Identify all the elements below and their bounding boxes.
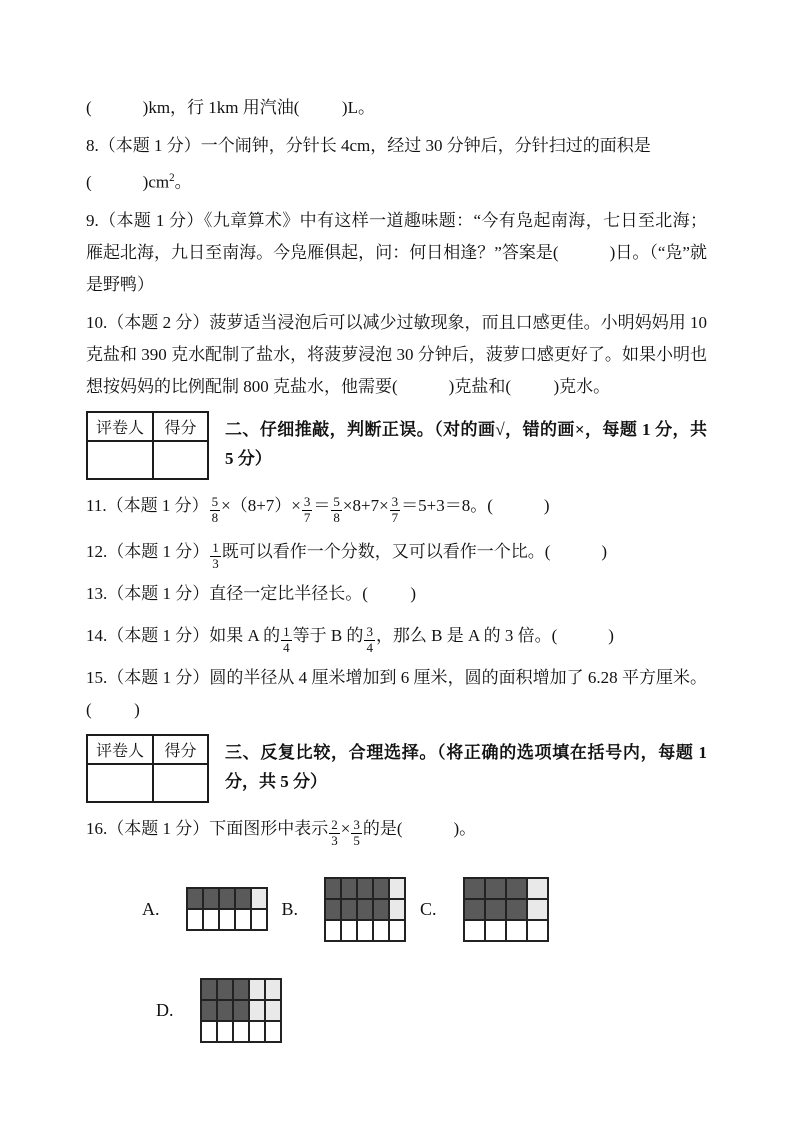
question-9: 9.（本题 1 分）《九章算术》中有这样一道趣味题：“今有凫起南海，七日至北海；雁起北海，九日至南海。今凫雁俱起，问：何日相逢？”答案是( )日。（“凫”就是野鸭） xyxy=(86,210,707,294)
option-a xyxy=(142,887,268,931)
grid-cell xyxy=(219,888,235,909)
grid-cell xyxy=(249,1021,265,1042)
question-14-suffix: ，那么 B 是 A 的 3 倍。( ) xyxy=(375,625,614,645)
grader-header-score: 得分 xyxy=(153,412,208,441)
question-8-line1: 8.（本题 1 分）一个闹钟，分针长 4cm，经过 30 分钟后，分针扫过的面积是 xyxy=(86,136,651,155)
grid-cell xyxy=(373,920,389,941)
fraction-1-4: $\frac{1}{4}$ xyxy=(283,623,290,655)
grid-cell xyxy=(506,878,527,899)
grid-cell xyxy=(325,878,341,899)
grid-cell xyxy=(233,979,249,1000)
grid-cell xyxy=(217,1000,233,1021)
question-11 xyxy=(86,486,707,526)
section-3-title: 三、反复比较，合理选择。（将正确的选项填在括号内，每题 1 分，共 5 分） xyxy=(225,742,712,791)
question-8-period: 。 xyxy=(174,172,192,192)
question-16-times: × xyxy=(340,818,351,838)
grid-cell xyxy=(506,899,527,920)
options-row-abc xyxy=(142,877,707,942)
question-16-prefix: 16.（本题 1 分）下面图形中表示 xyxy=(86,818,329,838)
grader-reviewer-cell xyxy=(87,764,153,802)
grader-header-reviewer: 评卷人 xyxy=(87,735,153,764)
option-d-grid xyxy=(200,978,282,1043)
grid-cell xyxy=(325,920,341,941)
grader-reviewer-cell xyxy=(87,441,153,479)
grid-cell xyxy=(235,888,251,909)
fraction-3-7: $\frac{3}{7}$ xyxy=(303,493,311,525)
grid-cell xyxy=(203,909,219,930)
grid-cell xyxy=(341,878,357,899)
grid-cell xyxy=(249,979,265,1000)
grid-cell xyxy=(187,909,203,930)
grid-cell xyxy=(233,1000,249,1021)
option-b-label: B. xyxy=(281,898,299,919)
grader-score-cell xyxy=(153,441,208,479)
option-b xyxy=(282,877,407,942)
question-12 xyxy=(86,532,707,572)
grid-cell xyxy=(217,979,233,1000)
fraction-5-8-b: $\frac{5}{8}$ xyxy=(333,493,340,525)
grid-cell xyxy=(389,899,405,920)
option-d-label: D. xyxy=(156,999,174,1020)
fraction-3-7-b: $\frac{3}{7}$ xyxy=(391,493,399,525)
grid-cell xyxy=(464,920,485,941)
grid-cell xyxy=(217,1021,233,1042)
question-12-prefix: 12.（本题 1 分） xyxy=(86,541,210,561)
question-7-continuation: ( )km，行 1km 用汽油( )L。 xyxy=(86,98,375,117)
option-c-grid xyxy=(463,877,549,942)
option-a-label: A. xyxy=(142,898,160,919)
grid-cell xyxy=(527,899,548,920)
grid-cell xyxy=(201,979,217,1000)
question-8-blank: ( )cm xyxy=(86,172,170,192)
grid-cell xyxy=(251,888,267,909)
grader-score-cell xyxy=(153,764,208,802)
grader-table xyxy=(86,411,209,480)
fraction-3-4: $\frac{3}{4}$ xyxy=(366,623,373,655)
grid-cell xyxy=(265,1000,281,1021)
grid-cell xyxy=(219,909,235,930)
fraction-1-3: $\frac{1}{3}$ xyxy=(212,539,219,571)
question-11-mid3: ×8+7× xyxy=(342,495,389,515)
grid-cell xyxy=(233,1021,249,1042)
grid-cell xyxy=(341,899,357,920)
grid-cell xyxy=(203,888,219,909)
question-16 xyxy=(86,809,707,849)
question-11-mid1: ×（8+7）× xyxy=(221,495,301,515)
question-15: 15.（本题 1 分）圆的半径从 4 厘米增加到 6 厘米，圆的面积增加了 6.28 平方厘米。( ) xyxy=(86,667,707,719)
fraction-3-5: $\frac{3}{5}$ xyxy=(353,816,360,848)
grid-cell xyxy=(325,899,341,920)
grid-cell xyxy=(201,1021,217,1042)
question-14-mid: 等于 B 的 xyxy=(292,625,364,645)
question-12-suffix: 既可以看作一个分数，又可以看作一个比。( ) xyxy=(221,541,608,561)
grid-cell xyxy=(485,920,506,941)
question-14-prefix: 14.（本题 1 分）如果 A 的 xyxy=(86,625,281,645)
grid-cell xyxy=(373,899,389,920)
grid-cell xyxy=(389,878,405,899)
section-3-header-row xyxy=(86,734,712,803)
option-b-grid xyxy=(324,877,406,942)
option-d xyxy=(156,978,282,1043)
grid-cell xyxy=(464,899,485,920)
grader-header-reviewer: 评卷人 xyxy=(87,412,153,441)
option-c xyxy=(420,877,549,942)
option-a-grid xyxy=(186,887,268,931)
question-11-prefix: 11.（本题 1 分） xyxy=(86,495,209,515)
fraction-5-8: $\frac{5}{8}$ xyxy=(211,493,219,525)
grid-cell xyxy=(389,920,405,941)
grid-cell xyxy=(485,899,506,920)
question-14 xyxy=(86,616,707,656)
grid-cell xyxy=(464,878,485,899)
option-c-label: C. xyxy=(420,898,437,919)
grid-cell xyxy=(187,888,203,909)
question-16-suffix: 的是( )。 xyxy=(362,818,477,838)
grader-header-score: 得分 xyxy=(153,735,208,764)
options-row-d xyxy=(156,978,707,1043)
grader-table-2 xyxy=(86,734,209,803)
fraction-2-3: $\frac{2}{3}$ xyxy=(331,816,338,848)
question-8-superscript: 2 xyxy=(169,172,175,184)
grid-cell xyxy=(265,979,281,1000)
grid-cell xyxy=(357,920,373,941)
grid-cell xyxy=(249,1000,265,1021)
section-2-title: 二、仔细推敲，判断正误。（对的画√，错的画×，每题 1 分，共 5 分） xyxy=(225,419,712,468)
question-8 xyxy=(86,130,707,199)
grid-cell xyxy=(357,878,373,899)
grid-cell xyxy=(373,878,389,899)
question-11-suffix: ＝5+3＝8。( ) xyxy=(401,495,550,515)
grid-cell xyxy=(357,899,373,920)
question-10: 10.（本题 2 分）菠萝适当浸泡后可以减少过敏现象，而且口感更佳。小明妈妈用 10 克盐和 390 克水配制了盐水，将菠萝浸泡 30 分钟后，菠萝口感更好了。如果小明也想按妈妈的比例配制 800 克盐水，他需要( )克盐和( )克水。 xyxy=(86,312,712,396)
grid-cell xyxy=(527,920,548,941)
grid-cell xyxy=(251,909,267,930)
grid-cell xyxy=(235,909,251,930)
question-13: 13.（本题 1 分）直径一定比半径长。( ) xyxy=(86,583,417,603)
question-11-equals: ＝ xyxy=(313,495,331,515)
grid-cell xyxy=(485,878,506,899)
grid-cell xyxy=(506,920,527,941)
section-2-header-row xyxy=(86,411,712,480)
grid-cell xyxy=(341,920,357,941)
grid-cell xyxy=(527,878,548,899)
grid-cell xyxy=(265,1021,281,1042)
grid-cell xyxy=(201,1000,217,1021)
